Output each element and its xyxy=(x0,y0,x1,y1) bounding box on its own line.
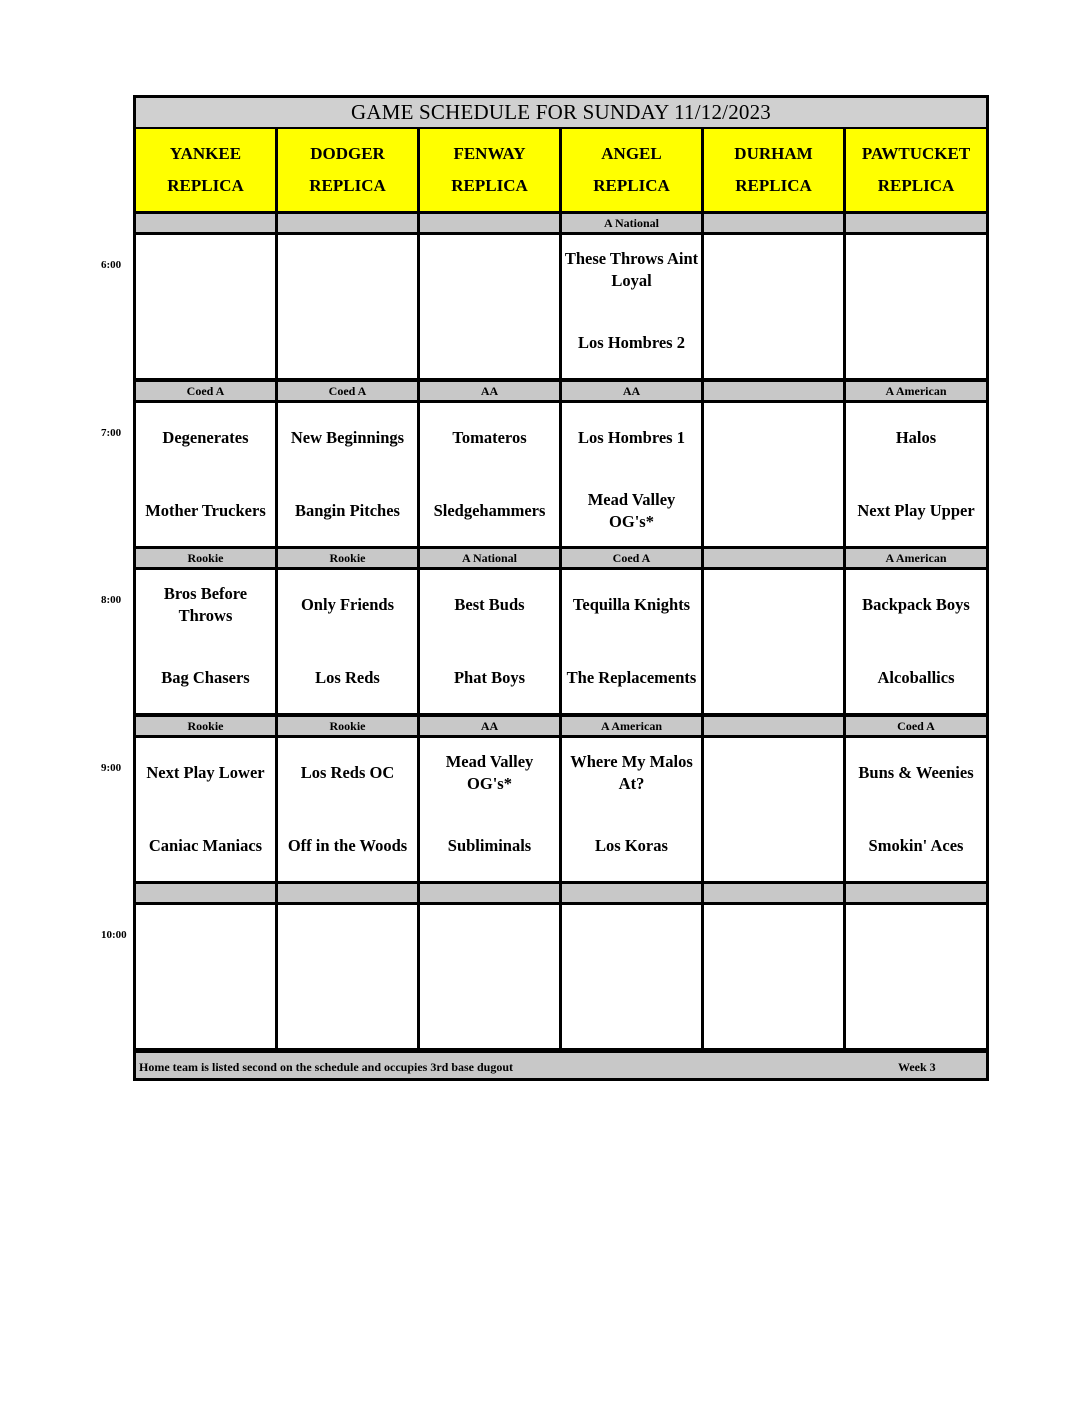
home-team xyxy=(420,988,559,1038)
game-cell xyxy=(562,570,701,713)
away-team xyxy=(704,748,843,798)
away-team: Halos xyxy=(895,428,937,447)
division-label xyxy=(562,884,701,902)
home-team: Los Koras xyxy=(595,836,668,855)
division-label: A National xyxy=(420,549,559,567)
time-slot-label: 8:00 xyxy=(101,594,122,606)
field-header-dodger xyxy=(278,129,417,211)
home-team-note: Home team is listed second on the schedule and occupies 3rd base dugout xyxy=(139,1060,514,1074)
game-cell xyxy=(136,235,275,378)
division-label xyxy=(420,214,559,232)
division-label: Rookie xyxy=(278,549,417,567)
away-team xyxy=(278,915,417,965)
away-team: Los Hombres 1 xyxy=(578,428,685,447)
away-team: Bros Before Throws xyxy=(163,584,248,625)
away-team: Tequilla Knights xyxy=(572,595,691,614)
field-header-yankee xyxy=(136,129,275,211)
game-cell xyxy=(420,570,559,713)
away-team xyxy=(704,413,843,463)
away-team xyxy=(136,245,275,295)
home-team xyxy=(420,318,559,368)
game-cell xyxy=(136,738,275,881)
division-label: AA xyxy=(420,382,559,400)
game-cell xyxy=(704,570,843,713)
home-team: Subliminals xyxy=(447,836,532,855)
game-cell xyxy=(562,738,701,881)
home-team: Los Hombres 2 xyxy=(578,333,685,352)
game-cell xyxy=(704,235,843,378)
game-cell xyxy=(704,905,843,1048)
home-team xyxy=(704,821,843,871)
division-label: Coed A xyxy=(136,382,275,400)
game-cell xyxy=(846,403,986,546)
division-label: AA xyxy=(420,717,559,735)
home-team xyxy=(704,653,843,703)
home-team: Mother Truckers xyxy=(145,501,266,520)
game-cell xyxy=(562,403,701,546)
away-team: Degenerates xyxy=(162,428,249,447)
division-label: Rookie xyxy=(136,549,275,567)
field-header-pawtucket xyxy=(846,129,986,211)
division-label: AA xyxy=(562,382,701,400)
away-team xyxy=(704,245,843,295)
away-team xyxy=(846,245,986,295)
home-team: The Replacements xyxy=(566,668,697,687)
game-cell xyxy=(704,403,843,546)
away-team: Where My Malos At? xyxy=(570,752,693,793)
game-cell xyxy=(420,738,559,881)
away-team: Los Reds OC xyxy=(300,763,395,782)
schedule-footer xyxy=(136,1053,986,1078)
game-cell xyxy=(420,905,559,1048)
time-slot-label: 10:00 xyxy=(101,929,127,941)
home-team: Sledgehammers xyxy=(433,501,546,520)
home-team xyxy=(278,988,417,1038)
division-label: Coed A xyxy=(278,382,417,400)
schedule-title: GAME SCHEDULE FOR SUNDAY 11/12/2023 xyxy=(136,98,986,127)
division-label xyxy=(278,214,417,232)
game-cell xyxy=(420,235,559,378)
time-slot-label: 7:00 xyxy=(101,427,122,439)
game-cell xyxy=(136,403,275,546)
away-team: Buns & Weenies xyxy=(858,763,974,782)
away-team: Best Buds xyxy=(454,595,525,614)
division-label xyxy=(704,549,843,567)
game-cell xyxy=(846,570,986,713)
away-team: Only Friends xyxy=(300,595,395,614)
game-cell xyxy=(562,235,701,378)
field-header-fenway xyxy=(420,129,559,211)
away-team: Mead Valley OG's* xyxy=(445,752,534,793)
game-cell xyxy=(704,738,843,881)
division-label: Rookie xyxy=(278,717,417,735)
division-label: A American xyxy=(846,382,986,400)
division-label xyxy=(704,717,843,735)
away-team xyxy=(420,245,559,295)
home-team: Smokin' Aces xyxy=(868,836,964,855)
home-team xyxy=(562,988,701,1038)
field-name: ANGEL xyxy=(601,144,662,163)
week-label: Week 3 xyxy=(898,1060,936,1074)
division-label: A American xyxy=(846,549,986,567)
field-name: DURHAM xyxy=(734,144,813,163)
game-cell xyxy=(846,905,986,1048)
field-subtitle: REPLICA xyxy=(593,176,670,195)
away-team: Next Play Lower xyxy=(146,763,265,782)
game-cell xyxy=(136,905,275,1048)
game-cell xyxy=(278,570,417,713)
division-label: Rookie xyxy=(136,717,275,735)
away-team xyxy=(562,915,701,965)
field-subtitle: REPLICA xyxy=(167,176,244,195)
field-name: DODGER xyxy=(310,144,385,163)
away-team xyxy=(704,915,843,965)
division-label xyxy=(846,884,986,902)
division-label: Coed A xyxy=(846,717,986,735)
game-schedule-table xyxy=(133,95,989,1081)
home-team xyxy=(278,318,417,368)
home-team: Phat Boys xyxy=(453,668,526,687)
division-label xyxy=(136,214,275,232)
field-name: PAWTUCKET xyxy=(861,144,971,163)
field-header-angel xyxy=(562,129,701,211)
home-team: Next Play Upper xyxy=(857,501,975,520)
home-team: Alcoballics xyxy=(877,668,955,687)
home-team: Bangin Pitches xyxy=(295,501,400,520)
away-team xyxy=(136,915,275,965)
home-team xyxy=(136,988,275,1038)
home-team xyxy=(136,318,275,368)
home-team xyxy=(846,988,986,1038)
field-name: FENWAY xyxy=(453,144,526,163)
time-slot-label: 6:00 xyxy=(101,259,122,271)
away-team: New Beginnings xyxy=(290,428,405,447)
game-cell xyxy=(278,905,417,1048)
game-cell xyxy=(278,235,417,378)
field-subtitle: REPLICA xyxy=(735,176,812,195)
away-team: Backpack Boys xyxy=(862,595,970,614)
game-cell xyxy=(420,403,559,546)
field-subtitle: REPLICA xyxy=(309,176,386,195)
home-team xyxy=(704,988,843,1038)
away-team xyxy=(278,245,417,295)
division-label: Coed A xyxy=(562,549,701,567)
division-label xyxy=(704,382,843,400)
field-subtitle: REPLICA xyxy=(877,176,955,195)
away-team: These Throws Aint Loyal xyxy=(564,249,699,290)
division-label xyxy=(136,884,275,902)
home-team xyxy=(704,486,843,536)
division-label xyxy=(420,884,559,902)
game-cell xyxy=(278,403,417,546)
home-team xyxy=(704,318,843,368)
division-label: A American xyxy=(562,717,701,735)
division-label xyxy=(704,884,843,902)
division-label xyxy=(846,214,986,232)
game-cell xyxy=(278,738,417,881)
home-team: Mead Valley OG's* xyxy=(587,490,676,531)
home-team: Bag Chasers xyxy=(161,668,250,687)
away-team xyxy=(704,580,843,630)
division-label: A National xyxy=(562,214,701,232)
game-cell xyxy=(562,905,701,1048)
away-team: Tomateros xyxy=(452,428,527,447)
field-name: YANKEE xyxy=(169,144,242,163)
game-cell xyxy=(846,235,986,378)
home-team: Off in the Woods xyxy=(287,836,408,855)
home-team xyxy=(846,318,986,368)
game-cell xyxy=(136,570,275,713)
home-team: Los Reds xyxy=(315,668,380,687)
home-team: Caniac Maniacs xyxy=(148,836,263,855)
time-slot-label: 9:00 xyxy=(101,762,122,774)
field-header-durham xyxy=(704,129,843,211)
division-label xyxy=(704,214,843,232)
division-label xyxy=(278,884,417,902)
away-team xyxy=(846,915,986,965)
game-cell xyxy=(846,738,986,881)
away-team xyxy=(420,915,559,965)
field-subtitle: REPLICA xyxy=(451,176,528,195)
